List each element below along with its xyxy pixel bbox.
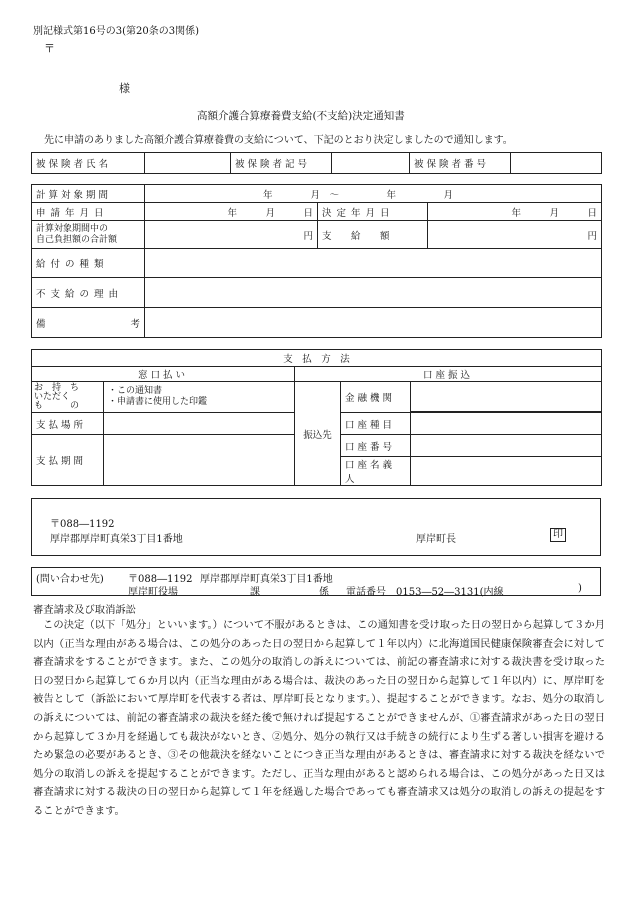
official-seal xyxy=(550,528,566,542)
apply-date-label: 申請年月日 xyxy=(32,203,145,221)
institution-label: 金融機関 xyxy=(341,382,411,413)
contact-address: 厚岸郡厚岸町真栄3丁目1番地 xyxy=(200,574,333,585)
self-pay-label xyxy=(32,221,145,249)
notice-body: この決定（以下「処分」といいます。）について不服があるときは、この通知書を受け取った日の翌日から起算して３か月以内（正当な理由がある場合は、この処分のあった日の翌日から起算して１年以内）に北海道国民健康保険審査会に対して審査請求をすることができます。また、この処分の取消しの訴えについては、前記の審査請求に対する裁決書を受け取った日の翌日から起算して６か月以内（正当な理由がある場合は、裁決のあった日の翌日から起算して１年以内）に、厚岸町を被告として（訴訟において厚岸町を代表する者は、厚岸町長となります。）、提起することができます。なお、処分の取消しの訴えについては、前記の審査請求の裁決を経た後で無ければ提起することができませんが、①審査請求があった日の翌日から起算して３か月を経過しても裁決がないとき、②処分、処分の執行又は手続きの続行により生ずる著しい損害を避けるため緊急の必要があるとき、③その他裁決を経ないことにつき正当な理由があるときは、審査請求に対する裁決を経ないで処分の取消しの訴えを提起することができます。ただし、正当な理由があると認められる場合は、この処分があった日又は審査請求に対する裁決の日の翌日から起算して１年を経過した場合であっても審査請求又は処分の取消しの訴えの提起をすることができます。 xyxy=(33,619,605,817)
bring-items-list xyxy=(104,382,295,413)
document-title: 高額介護合算療養費支給(不支給)決定通知書 xyxy=(197,110,405,122)
window-payment-label: 窓口払い xyxy=(32,367,295,382)
decision-date-value[interactable]: 年 月 日 xyxy=(428,203,602,221)
bank-transfer-label: 口座振込 xyxy=(295,367,602,382)
self-pay-value[interactable]: 円 xyxy=(145,221,318,249)
remarks-label-b: 考 xyxy=(130,318,140,330)
period-value[interactable]: 年 月 ～ 年 月 xyxy=(145,185,602,203)
bring-items-label xyxy=(32,382,104,413)
transfer-destination-label: 振込先 xyxy=(295,382,341,486)
contact-label: (問い合わせ先) xyxy=(36,574,104,585)
bring-label-line2: いただく xyxy=(34,391,71,402)
contact-staff: 係 xyxy=(319,587,329,598)
notice-heading: 審査請求及び取消訴訟 xyxy=(33,604,136,616)
issuer-postal: 〒088―1192 xyxy=(50,519,115,530)
bring-item-notice: ・この通知書 xyxy=(108,386,163,396)
payment-period-label: 支払期間 xyxy=(32,435,104,486)
remarks-label-a: 備 xyxy=(36,318,46,330)
bring-label-line1: お 持 ち xyxy=(34,382,80,393)
seal-mark: 印 xyxy=(550,528,566,542)
insured-name-label: 被保険者氏名 xyxy=(32,153,145,174)
decision-date-label: 決定年月日 xyxy=(318,203,428,221)
payment-place-label: 支払場所 xyxy=(32,413,104,435)
contact-section: 課 xyxy=(250,587,260,598)
payment-period-value[interactable] xyxy=(104,435,295,486)
apply-date-value[interactable]: 年 月 日 xyxy=(145,203,318,221)
account-holder-value[interactable] xyxy=(411,457,602,486)
bring-label-line3: も の xyxy=(34,400,80,411)
non-payment-reason-label: 不支給の理由 xyxy=(32,278,145,308)
period-label: 計算対象期間 xyxy=(32,185,145,203)
intro-text: 先に申請のありました高額介護合算療養費の支給について、下記のとおり決定しましたので通知します。 xyxy=(44,135,513,146)
payment-method-title: 支 払 方 法 xyxy=(32,350,602,367)
benefit-type-label: 給付の種類 xyxy=(32,249,145,278)
form-id: 別記様式第16号の3(第20条の3関係) xyxy=(33,26,199,37)
insured-name-value[interactable] xyxy=(145,153,231,174)
self-pay-label-line2: 自己負担額の合計額 xyxy=(36,234,118,245)
contact-postal: 〒088―1192 xyxy=(128,574,193,585)
payment-place-value[interactable] xyxy=(104,413,295,435)
issuer-mayor: 厚岸町長 xyxy=(416,534,456,545)
contact-office: 厚岸町役場 xyxy=(128,587,178,598)
non-payment-reason-value[interactable] xyxy=(145,278,602,308)
self-pay-label-line1: 計算対象期間中の xyxy=(36,223,109,234)
contact-phone: 電話番号 0153―52―3131(内線 xyxy=(346,587,504,598)
detail-table xyxy=(31,184,602,338)
remarks-label xyxy=(32,308,145,338)
account-type-value[interactable] xyxy=(411,413,602,435)
contact-close-paren: ) xyxy=(578,583,582,594)
payment-amount-label: 支 給 額 xyxy=(318,221,428,249)
benefit-type-value[interactable] xyxy=(145,249,602,278)
issuer-address: 厚岸郡厚岸町真栄3丁目1番地 xyxy=(50,534,183,545)
postal-mark: 〒 xyxy=(44,42,55,55)
account-number-value[interactable] xyxy=(411,435,602,457)
insured-symbol-label: 被保険者記号 xyxy=(231,153,332,174)
remarks-value[interactable] xyxy=(145,308,602,338)
contact-box xyxy=(31,567,601,596)
institution-value-1[interactable] xyxy=(411,382,602,412)
honorific: 様 xyxy=(119,82,130,95)
payment-method-table xyxy=(31,349,602,486)
issuer-box xyxy=(31,498,601,556)
insured-number-label: 被保険者番号 xyxy=(410,153,511,174)
bring-item-seal: ・申請書に使用した印鑑 xyxy=(108,397,208,407)
insured-info-table xyxy=(31,152,602,174)
account-number-label: 口座番号 xyxy=(341,435,411,457)
payment-amount-value[interactable]: 円 xyxy=(428,221,602,249)
insured-number-value[interactable] xyxy=(511,153,602,174)
account-holder-label: 口座名義人 xyxy=(341,457,411,486)
insured-symbol-value[interactable] xyxy=(332,153,410,174)
account-type-label: 口座種目 xyxy=(341,413,411,435)
